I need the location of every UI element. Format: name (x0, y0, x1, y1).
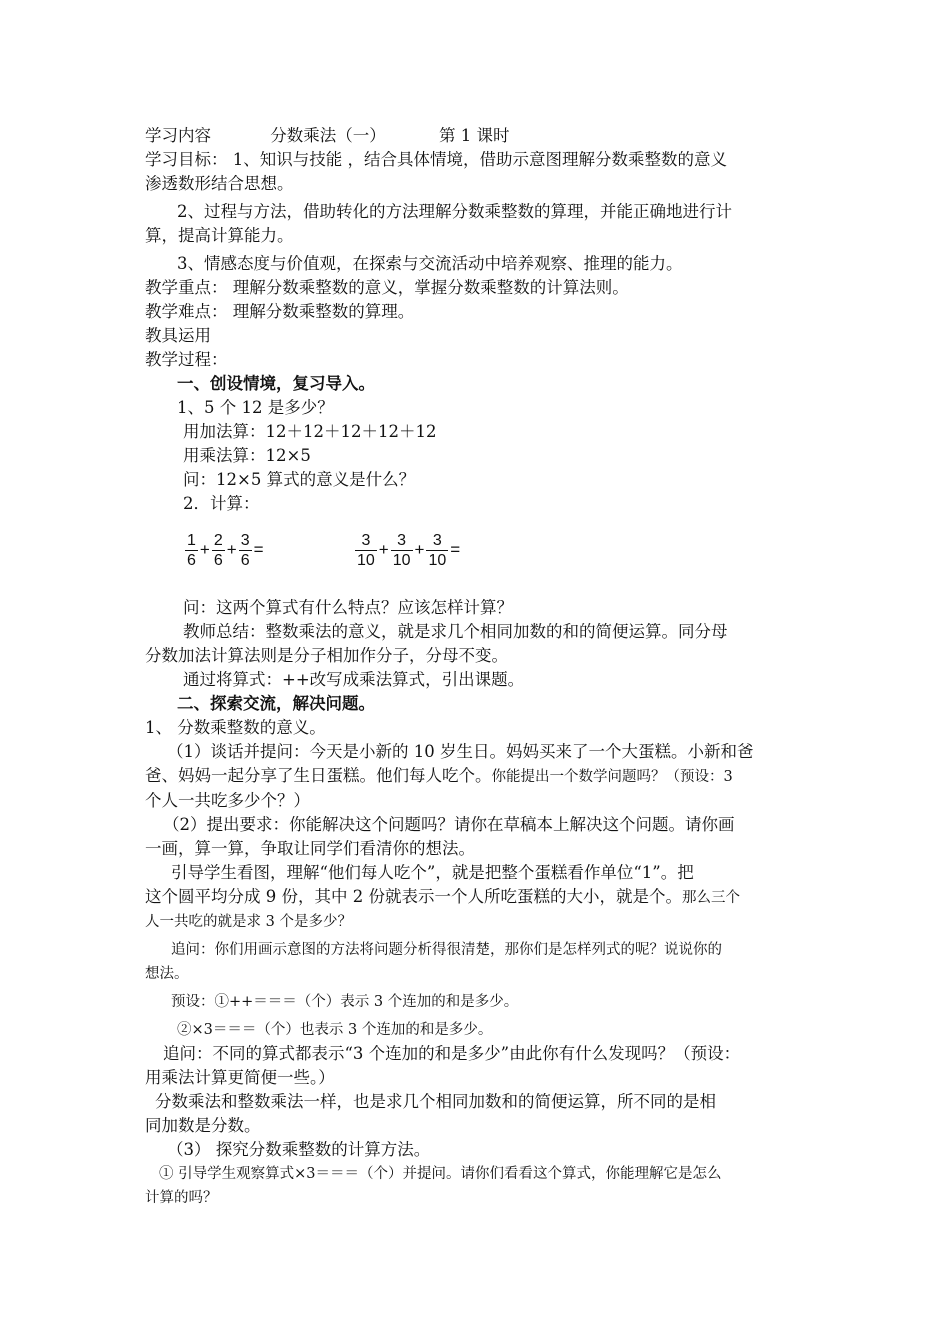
story-line-2: 爸、妈妈一起分享了生日蛋糕。他们每人吃个。你能提出一个数学问题吗？（预设：3 (145, 766, 733, 785)
fraction: $\frac{3}{6}$ (240, 531, 250, 569)
teaching-aids: 教具运用 (145, 326, 211, 345)
header-content-label: 学习内容 (145, 126, 211, 145)
calc-label: 2．计算： (183, 494, 260, 513)
observe-line-2: 计算的吗？ (145, 1190, 218, 1206)
section-2-heading: 二、探索交流，解决问题。 (177, 694, 375, 713)
follow-up-2b: 用乘法计算更简便一些。） (145, 1068, 335, 1087)
conclusion-2: 同加数是分数。 (145, 1116, 261, 1135)
section-1-heading: 一、创设情境，复习导入。 (177, 374, 375, 393)
meaning-question: 问：12×5 算式的意义是什么？ (183, 470, 416, 489)
key-point: 教学重点： 理解分数乘整数的意义，掌握分数乘整数的计算法则。 (145, 278, 629, 297)
equals-sign: = (450, 540, 461, 559)
fraction-expressions (145, 522, 813, 584)
feature-question: 问：这两个算式有什么特点？应该怎样计算？ (183, 598, 513, 617)
plus-sign: + (199, 540, 210, 559)
fraction: $\frac{2}{6}$ (213, 531, 223, 569)
preset-1: 预设：①++＝＝＝（个）表示 3 个连加的和是多少。 (171, 994, 519, 1010)
teacher-summary-1: 教师总结：整数乘法的意义，就是求几个相同加数的和的简便运算。同分母 (183, 622, 728, 641)
multiplication-line: 用乘法算：12×5 (183, 446, 311, 465)
conclusion-1: 分数乘法和整数乘法一样，也是求几个相同加数和的简便运算，所不同的是相 (155, 1092, 716, 1111)
preset-2: ②×3＝＝＝（个）也表示 3 个连加的和是多少。 (177, 1022, 493, 1038)
goal-line-3: 3、情感态度与价值观，在探索与交流活动中培养观察、推理的能力。 (177, 254, 683, 273)
follow-up-2: 追问：不同的算式都表示“3 个连加的和是多少”由此你有什么发现吗？（预设： (163, 1044, 741, 1063)
expression-sixths (185, 522, 266, 578)
fraction: $\frac{3}{10}$ (392, 531, 411, 569)
request-line-2: 一画，算一算，争取让同学们看清你的想法。 (145, 839, 475, 858)
rewrite-line: 通过将算式：++改写成乘法算式，引出课题。 (183, 670, 525, 689)
addition-line: 用加法算：12＋12＋12＋12＋12 (183, 422, 437, 441)
story-line-3: 个人一共吃多少个？） (145, 791, 310, 810)
goal-line-2: 2、过程与方法，借助转化的方法理解分数乘整数的算理，并能正确地进行计 (177, 202, 732, 221)
difficulty: 教学难点： 理解分数乘整数的算理。 (145, 302, 415, 321)
fraction: $\frac{3}{10}$ (428, 531, 447, 569)
q1-line: 1、5 个 12 是多少？ (177, 398, 334, 417)
header-period: 第 1 课时 (439, 126, 510, 145)
goal-line-2b: 算，提高计算能力。 (145, 226, 294, 245)
story-line-1: （1）谈话并提问：今天是小新的 10 岁生日。妈妈买来了一个大蛋糕。小新和爸 (167, 742, 754, 761)
method-heading: （3） 探究分数乘整数的计算方法。 (167, 1140, 431, 1159)
fraction: $\frac{1}{6}$ (187, 531, 196, 569)
plus-sign: + (414, 540, 425, 559)
document-body (145, 124, 813, 1210)
fraction: $\frac{3}{10}$ (357, 531, 375, 569)
observe-line-1: ① 引导学生观察算式×3＝＝＝（个）并提问。请你们看看这个算式，你能理解它是怎么 (159, 1166, 722, 1182)
equals-sign: = (253, 540, 264, 559)
header-topic: 分数乘法（一） (270, 126, 386, 145)
process-heading: 教学过程： (145, 350, 228, 369)
teacher-summary-2: 分数加法计算法则是分子相加作分子，分母不变。 (145, 646, 508, 665)
expression-tenths (355, 522, 462, 578)
lesson-header (145, 124, 813, 148)
plus-sign: + (226, 540, 237, 559)
plus-sign: + (378, 540, 389, 559)
follow-up-1: 追问：你们用画示意图的方法将问题分析得很清楚，那你们是怎样列式的呢？说说你的 (171, 942, 722, 958)
goal-line-1: 学习目标： 1、知识与技能 ，结合具体情境，借助示意图理解分数乘整数的意义 (145, 150, 727, 169)
guide-line-3: 人一共吃的就是求 3 个是多少？ (145, 914, 352, 930)
goal-line-1b: 渗透数形结合思想。 (145, 174, 294, 193)
meaning-heading: 1、 分数乘整数的意义。 (145, 718, 326, 737)
guide-line-1: 引导学生看图，理解“他们每人吃个”，就是把整个蛋糕看作单位“1”。把 (171, 863, 694, 882)
request-line-1: （2）提出要求：你能解决这个问题吗？请你在草稿本上解决这个问题。请你画 (163, 815, 735, 834)
guide-line-2: 这个圆平均分成 9 份，其中 2 份就表示一个人所吃蛋糕的大小，就是个。那么三个 (145, 887, 740, 906)
follow-up-1b: 想法。 (145, 966, 189, 982)
